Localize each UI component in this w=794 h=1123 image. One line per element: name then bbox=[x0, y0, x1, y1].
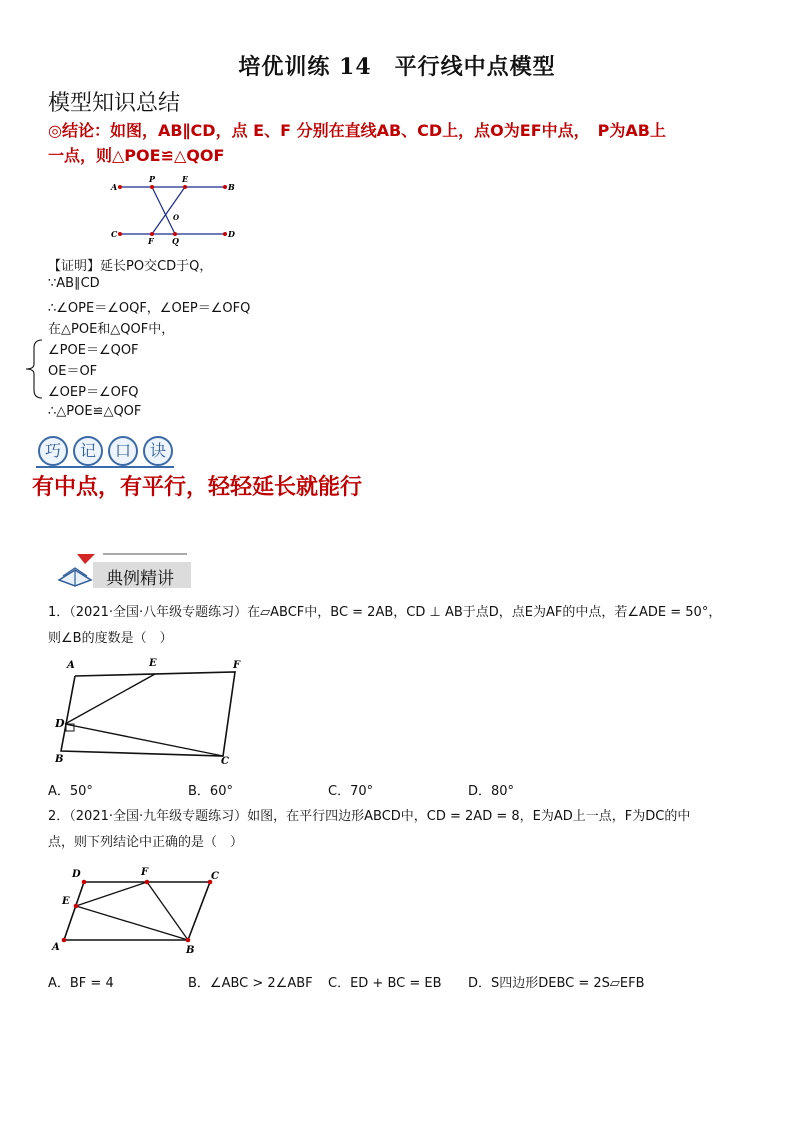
label-A: A bbox=[111, 182, 118, 192]
question-2-line-2: 点，则下列结论中正确的是（ ） bbox=[48, 835, 244, 850]
q2-label-D: D bbox=[72, 869, 81, 880]
figure-q2 bbox=[48, 864, 228, 956]
mnemonic-badges bbox=[38, 436, 178, 466]
badge-3: 口 bbox=[108, 436, 138, 466]
label-P: P bbox=[149, 174, 156, 184]
figure-parallel-midpoint bbox=[110, 172, 240, 247]
conclusion-line-2: 一点，则△POE≌△QOF bbox=[48, 146, 225, 165]
question-1-line-1: 1．（2021·全国·八年级专题练习）在▱ABCF中，BC = 2AB，CD ⊥ AB于点D，点E为AF的中点，若∠ADE = 50°， bbox=[48, 605, 722, 620]
question-2-options bbox=[48, 972, 668, 991]
q1-label-D: D bbox=[55, 717, 65, 730]
label-F: F bbox=[148, 236, 154, 246]
proof-line-5: ∠POE＝∠QOF bbox=[48, 343, 139, 358]
section-heading: 模型知识总结 bbox=[48, 91, 181, 116]
label-O: O bbox=[173, 213, 180, 222]
q2-option-a: A．BF = 4 bbox=[48, 976, 114, 991]
conclusion bbox=[48, 118, 758, 168]
question-1 bbox=[48, 600, 758, 652]
question-1-line-2: 则∠B的度数是（ ） bbox=[48, 631, 173, 646]
question-1-options bbox=[48, 780, 608, 799]
q1-label-A: A bbox=[67, 660, 75, 671]
proof-line-4: 在△POE和△QOF中， bbox=[48, 322, 175, 337]
label-E: E bbox=[182, 174, 189, 184]
proof-line-2: ∵AB∥CD bbox=[48, 276, 100, 291]
examples-banner: 典例精讲 bbox=[106, 569, 174, 589]
proof-line-8: ∴△POE≌△QOF bbox=[48, 404, 142, 419]
q1-label-E: E bbox=[149, 658, 157, 669]
mnemonic-text: 有中点，有平行，轻轻延长就能行 bbox=[32, 474, 363, 500]
q2-label-E: E bbox=[62, 896, 70, 907]
question-2 bbox=[48, 804, 758, 856]
q1-option-b: B．60° bbox=[188, 784, 233, 799]
label-D: D bbox=[228, 229, 235, 239]
q2-option-c: C．ED + BC = EB bbox=[328, 976, 442, 991]
q2-label-C: C bbox=[211, 871, 219, 882]
badge-1: 巧 bbox=[38, 436, 68, 466]
q2-label-A: A bbox=[52, 942, 60, 953]
q2-label-F: F bbox=[141, 867, 149, 878]
proof-line-6: OE＝OF bbox=[48, 364, 98, 379]
q1-option-a: A．50° bbox=[48, 784, 93, 799]
proof-line-1: 【证明】延长PO交CD于Q， bbox=[48, 259, 213, 274]
q1-option-d: D．80° bbox=[468, 784, 515, 799]
q2-option-d: D．S四边形DEBC = 2S▱EFB bbox=[468, 976, 645, 991]
label-C: C bbox=[111, 229, 118, 239]
conclusion-line-1: ◎结论：如图，AB∥CD，点 E、F 分别在直线AB、CD上，点O为EF中点， P为AB上 bbox=[48, 121, 666, 140]
proof-line-7: ∠OEP＝∠OFQ bbox=[48, 385, 139, 400]
figure-q1 bbox=[55, 656, 250, 766]
q1-option-c: C．70° bbox=[328, 784, 374, 799]
brace bbox=[20, 338, 46, 400]
page-title: 培优训练 14 平行线中点模型 bbox=[238, 54, 556, 80]
book-icon bbox=[59, 554, 95, 586]
q2-option-b: B．∠ABC > 2∠ABF bbox=[188, 976, 313, 991]
question-2-line-1: 2．（2021·全国·九年级专题练习）如图，在平行四边形ABCD中，CD = 2AD = 8，E为AD上一点，F为DC的中 bbox=[48, 809, 691, 824]
label-B: B bbox=[228, 182, 235, 192]
badge-4: 诀 bbox=[143, 436, 173, 466]
proof-line-3: ∴∠OPE＝∠OQF，∠OEP＝∠OFQ bbox=[48, 301, 251, 316]
q1-label-B: B bbox=[55, 754, 64, 765]
badge-2: 记 bbox=[73, 436, 103, 466]
q1-label-F: F bbox=[233, 660, 241, 671]
q2-label-B: B bbox=[186, 945, 195, 956]
badge-underline bbox=[36, 466, 174, 468]
label-Q: Q bbox=[172, 236, 179, 246]
q1-label-C: C bbox=[221, 756, 229, 766]
